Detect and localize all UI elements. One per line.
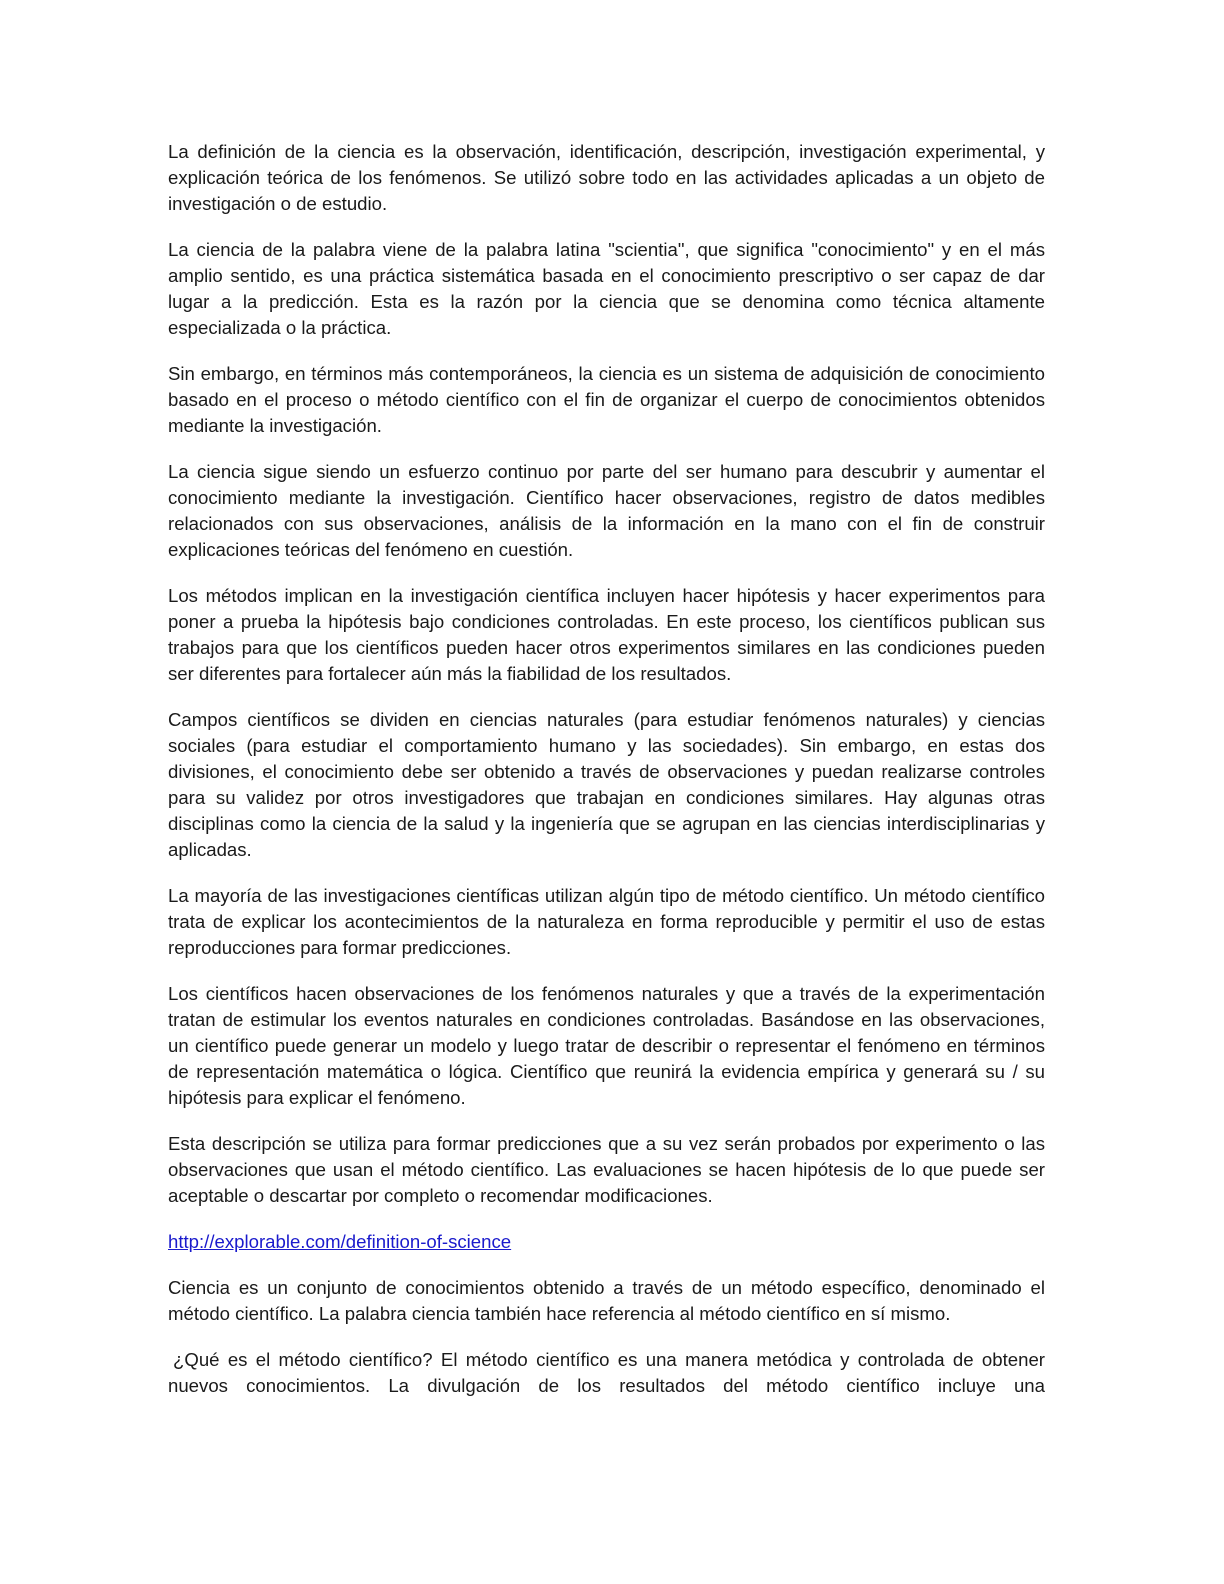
paragraph-science-set: Ciencia es un conjunto de conocimientos obtenido a través de un método específico, denominado el método científico. La palabra ciencia también hace referencia al método científico en sí mismo. bbox=[168, 1277, 1045, 1324]
source-link-paragraph bbox=[168, 1229, 1045, 1255]
source-link[interactable]: http://explorable.com/definition-of-science bbox=[168, 1231, 512, 1252]
paragraph-scientific-method: ¿Qué es el método científico? El método científico es una manera metódica y controlada de obtener nuevos conocimientos. La divulgación de los resultados del método científico incluye una bbox=[168, 1349, 1045, 1396]
paragraph-definition: La definición de la ciencia es la observación, identificación, descripción, investigación experimental, y explicación teórica de los fenómenos. Se utilizó sobre todo en las actividades aplicadas a un objeto de investigación o de estudio. bbox=[168, 141, 1045, 214]
paragraph-observations: Los científicos hacen observaciones de los fenómenos naturales y que a través de la experimentación tratan de estimular los eventos naturales en condiciones controladas. Basándose en las observaciones, un científico puede generar un modelo y luego tratar de describir o representar el fenómeno en términos de representación matemática o lógica. Científico que reunirá la evidencia empírica y generará su / su hipótesis para explicar el fenómeno. bbox=[168, 983, 1045, 1108]
document-page bbox=[168, 139, 1045, 1419]
paragraph-fields: Campos científicos se dividen en ciencias naturales (para estudiar fenómenos naturales) y ciencias sociales (para estudiar el comportamiento humano y las sociedades). Sin embargo, en estas dos divisiones, el conocimiento debe ser obtenido a través de observaciones y puedan realizarse controles para su validez por otros investigadores que trabajan en condiciones similares. Hay algunas otras disciplinas como la ciencia de la salud y la ingeniería que se agrupan en las ciencias interdisciplinarias y aplicadas. bbox=[168, 709, 1045, 860]
paragraph-contemporary: Sin embargo, en términos más contemporáneos, la ciencia es un sistema de adquisición de conocimiento basado en el proceso o método científico con el fin de organizar el cuerpo de conocimientos obtenidos mediante la investigación. bbox=[168, 363, 1045, 436]
paragraph-etymology: La ciencia de la palabra viene de la palabra latina "scientia", que significa "conocimiento" y en el más amplio sentido, es una práctica sistemática basada en el conocimiento prescriptivo o ser capaz de dar lugar a la predicción. Esta es la razón por la ciencia que se denomina como técnica altamente especializada o la práctica. bbox=[168, 239, 1045, 338]
paragraph-methods: Los métodos implican en la investigación científica incluyen hacer hipótesis y hacer experimentos para poner a prueba la hipótesis bajo condiciones controladas. En este proceso, los científicos publican sus trabajos para que los científicos pueden hacer otros experimentos similares en las condiciones pueden ser diferentes para fortalecer aún más la fiabilidad de los resultados. bbox=[168, 585, 1045, 684]
paragraph-description: Esta descripción se utiliza para formar predicciones que a su vez serán probados por experimento o las observaciones que usan el método científico. Las evaluaciones se hacen hipótesis de lo que puede ser aceptable o descartar por completo o recomendar modificaciones. bbox=[168, 1133, 1045, 1206]
paragraph-majority: La mayoría de las investigaciones científicas utilizan algún tipo de método científico. Un método científico trata de explicar los acontecimientos de la naturaleza en forma reproducible y permitir el uso de estas reproducciones para formar predicciones. bbox=[168, 885, 1045, 958]
paragraph-continuous-effort: La ciencia sigue siendo un esfuerzo continuo por parte del ser humano para descubrir y aumentar el conocimiento mediante la investigación. Científico hacer observaciones, registro de datos medibles relacionados con sus observaciones, análisis de la información en la mano con el fin de construir explicaciones teóricas del fenómeno en cuestión. bbox=[168, 461, 1045, 560]
